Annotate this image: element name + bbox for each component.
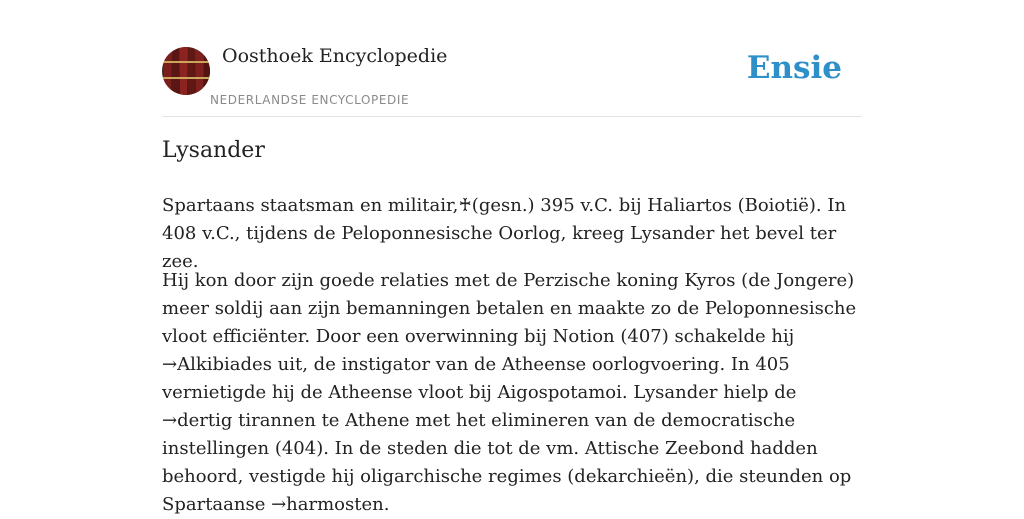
source-header bbox=[162, 0, 862, 117]
brand-logo[interactable]: Ensie bbox=[746, 50, 842, 86]
source-title[interactable]: Oosthoek Encyclopedie bbox=[222, 45, 448, 67]
source-subtitle: NEDERLANDSE ENCYCLOPEDIE bbox=[210, 93, 410, 107]
article-title: Lysander bbox=[162, 138, 265, 163]
article-paragraph-2: Hij kon door zijn goede relaties met de Perzische koning Kyros (de Jongere) meer soldij aan zijn bemanningen betalen en maakte zo de Peloponnesische vloot efficiënter. Door een overwinning bij Notion (407) schakelde hij →Alkibiades uit, de instigator van de Atheense oorlogvoering. In 405 vernietigde hij de Atheense vloot bij Aigospotamoi. Lysander hielp de →dertig tirannen te Athene met het elimineren van de democratische instellingen (404). In de steden die tot de vm. Attische Zeebond hadden behoord, vestigde hij oligarchische regimes (dekarchieën), die steunden op Spartaanse →harmosten. bbox=[162, 270, 857, 515]
page-content bbox=[162, 0, 862, 515]
article-paragraph-1: Spartaans staatsman en militair,♰(gesn.) 395 v.C. bij Haliartos (Boiotië). In 408 v.C., tijdens de Peloponnesische Oorlog, kreeg Lysander het bevel ter zee. bbox=[162, 195, 847, 272]
encyclopedia-avatar[interactable] bbox=[162, 47, 210, 95]
